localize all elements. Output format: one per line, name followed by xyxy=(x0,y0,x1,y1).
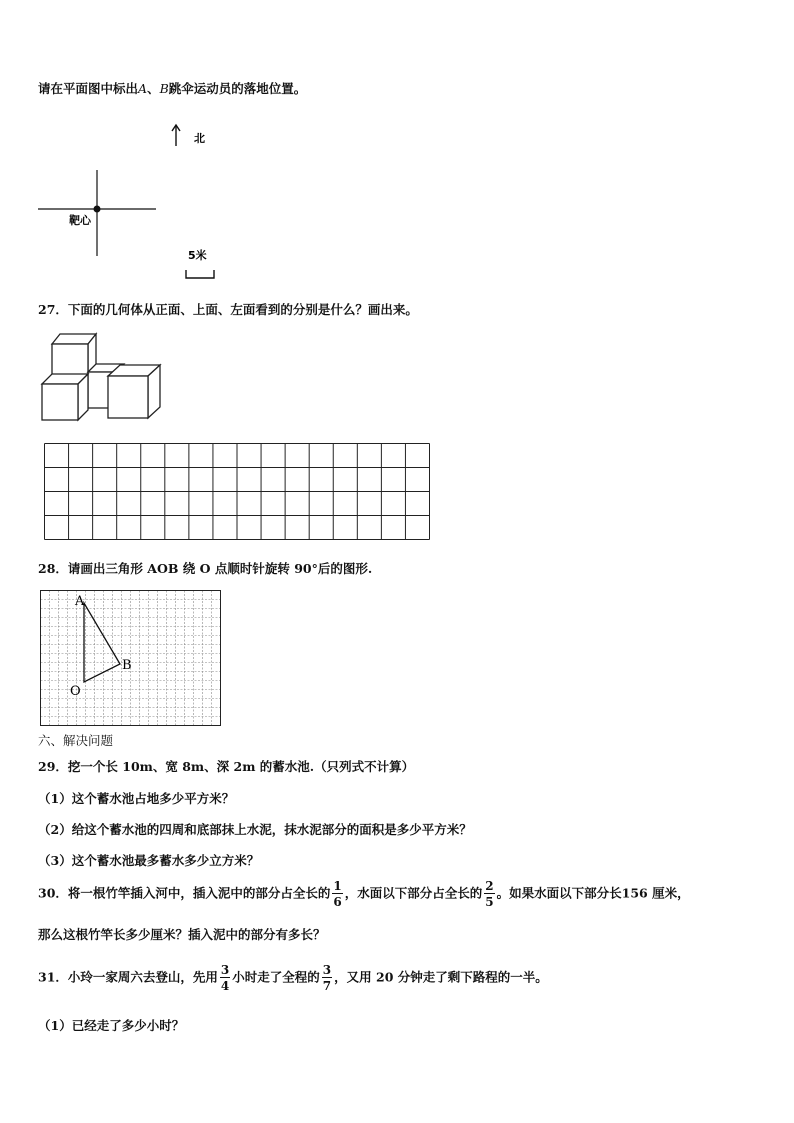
point-a-label: A xyxy=(75,594,85,609)
fraction-3-7: $\frac{3}{7}$ xyxy=(322,963,332,993)
rotation-grid-figure xyxy=(40,590,222,727)
q29-sub2: （2）给这个蓄水池的四周和底部抹上水泥，抹水泥部分的面积是多少平方米？ xyxy=(38,822,472,837)
q30-line2: 那么这根竹竿长多少厘米？插入泥中的部分有多长？ xyxy=(38,927,326,942)
q26-prompt: 请在平面图中标出A、B跳伞运动员的落地位置。 xyxy=(38,81,307,96)
scale-bar xyxy=(186,270,214,278)
q29-text: 29．挖一个长 10m、宽 8m、深 2m 的蓄水池.（只列式不计算） xyxy=(38,759,415,774)
cube-solid-figure xyxy=(38,328,178,428)
point-o-label: O xyxy=(70,684,81,699)
q29-sub3: （3）这个蓄水池最多蓄水多少立方米？ xyxy=(38,853,260,868)
q31-sub1: （1）已经走了多少小时？ xyxy=(38,1018,185,1033)
answer-grid[interactable] xyxy=(44,443,430,540)
q31-line1: 31．小玲一家周六去登山，先用 $\frac{3}{4}$ 小时走了全程的 $\frac{3}{7}$ ，又用 20 分钟走了剩下路程的一半。 xyxy=(38,963,548,993)
cube-right-front xyxy=(108,376,148,418)
q28-text: 28．请画出三角形 AOB 绕 O 点顺时针旋转 90°后的图形. xyxy=(38,561,373,576)
point-b-label: B xyxy=(122,658,132,673)
fraction-2-5: $\frac{2}{5}$ xyxy=(485,879,494,909)
q29-sub1: （1）这个蓄水池占地多少平方米？ xyxy=(38,791,235,806)
bullseye-dot-icon xyxy=(94,206,101,213)
cube-left-front xyxy=(42,384,78,420)
q30-line1: 30．将一根竹竿插入河中，插入泥中的部分占全长的 $\frac{1}{6}$ ，水面以下部分占全长的 $\frac{2}{5}$ 。如果水面以下部分长156 厘米， xyxy=(38,879,690,909)
scale-label: 5米 xyxy=(188,249,207,262)
q27-text: 27．下面的几何体从正面、上面、左面看到的分别是什么？画出来。 xyxy=(38,302,418,317)
fraction-3-4: $\frac{3}{4}$ xyxy=(220,963,230,993)
bullseye-label: 靶心 xyxy=(69,214,91,227)
north-label: 北 xyxy=(194,132,205,145)
triangle-aob xyxy=(84,603,120,682)
target-plan-figure xyxy=(30,118,270,288)
section-6-title: 六、解决问题 xyxy=(38,733,114,748)
fraction-1-6: $\frac{1}{6}$ xyxy=(333,879,342,909)
